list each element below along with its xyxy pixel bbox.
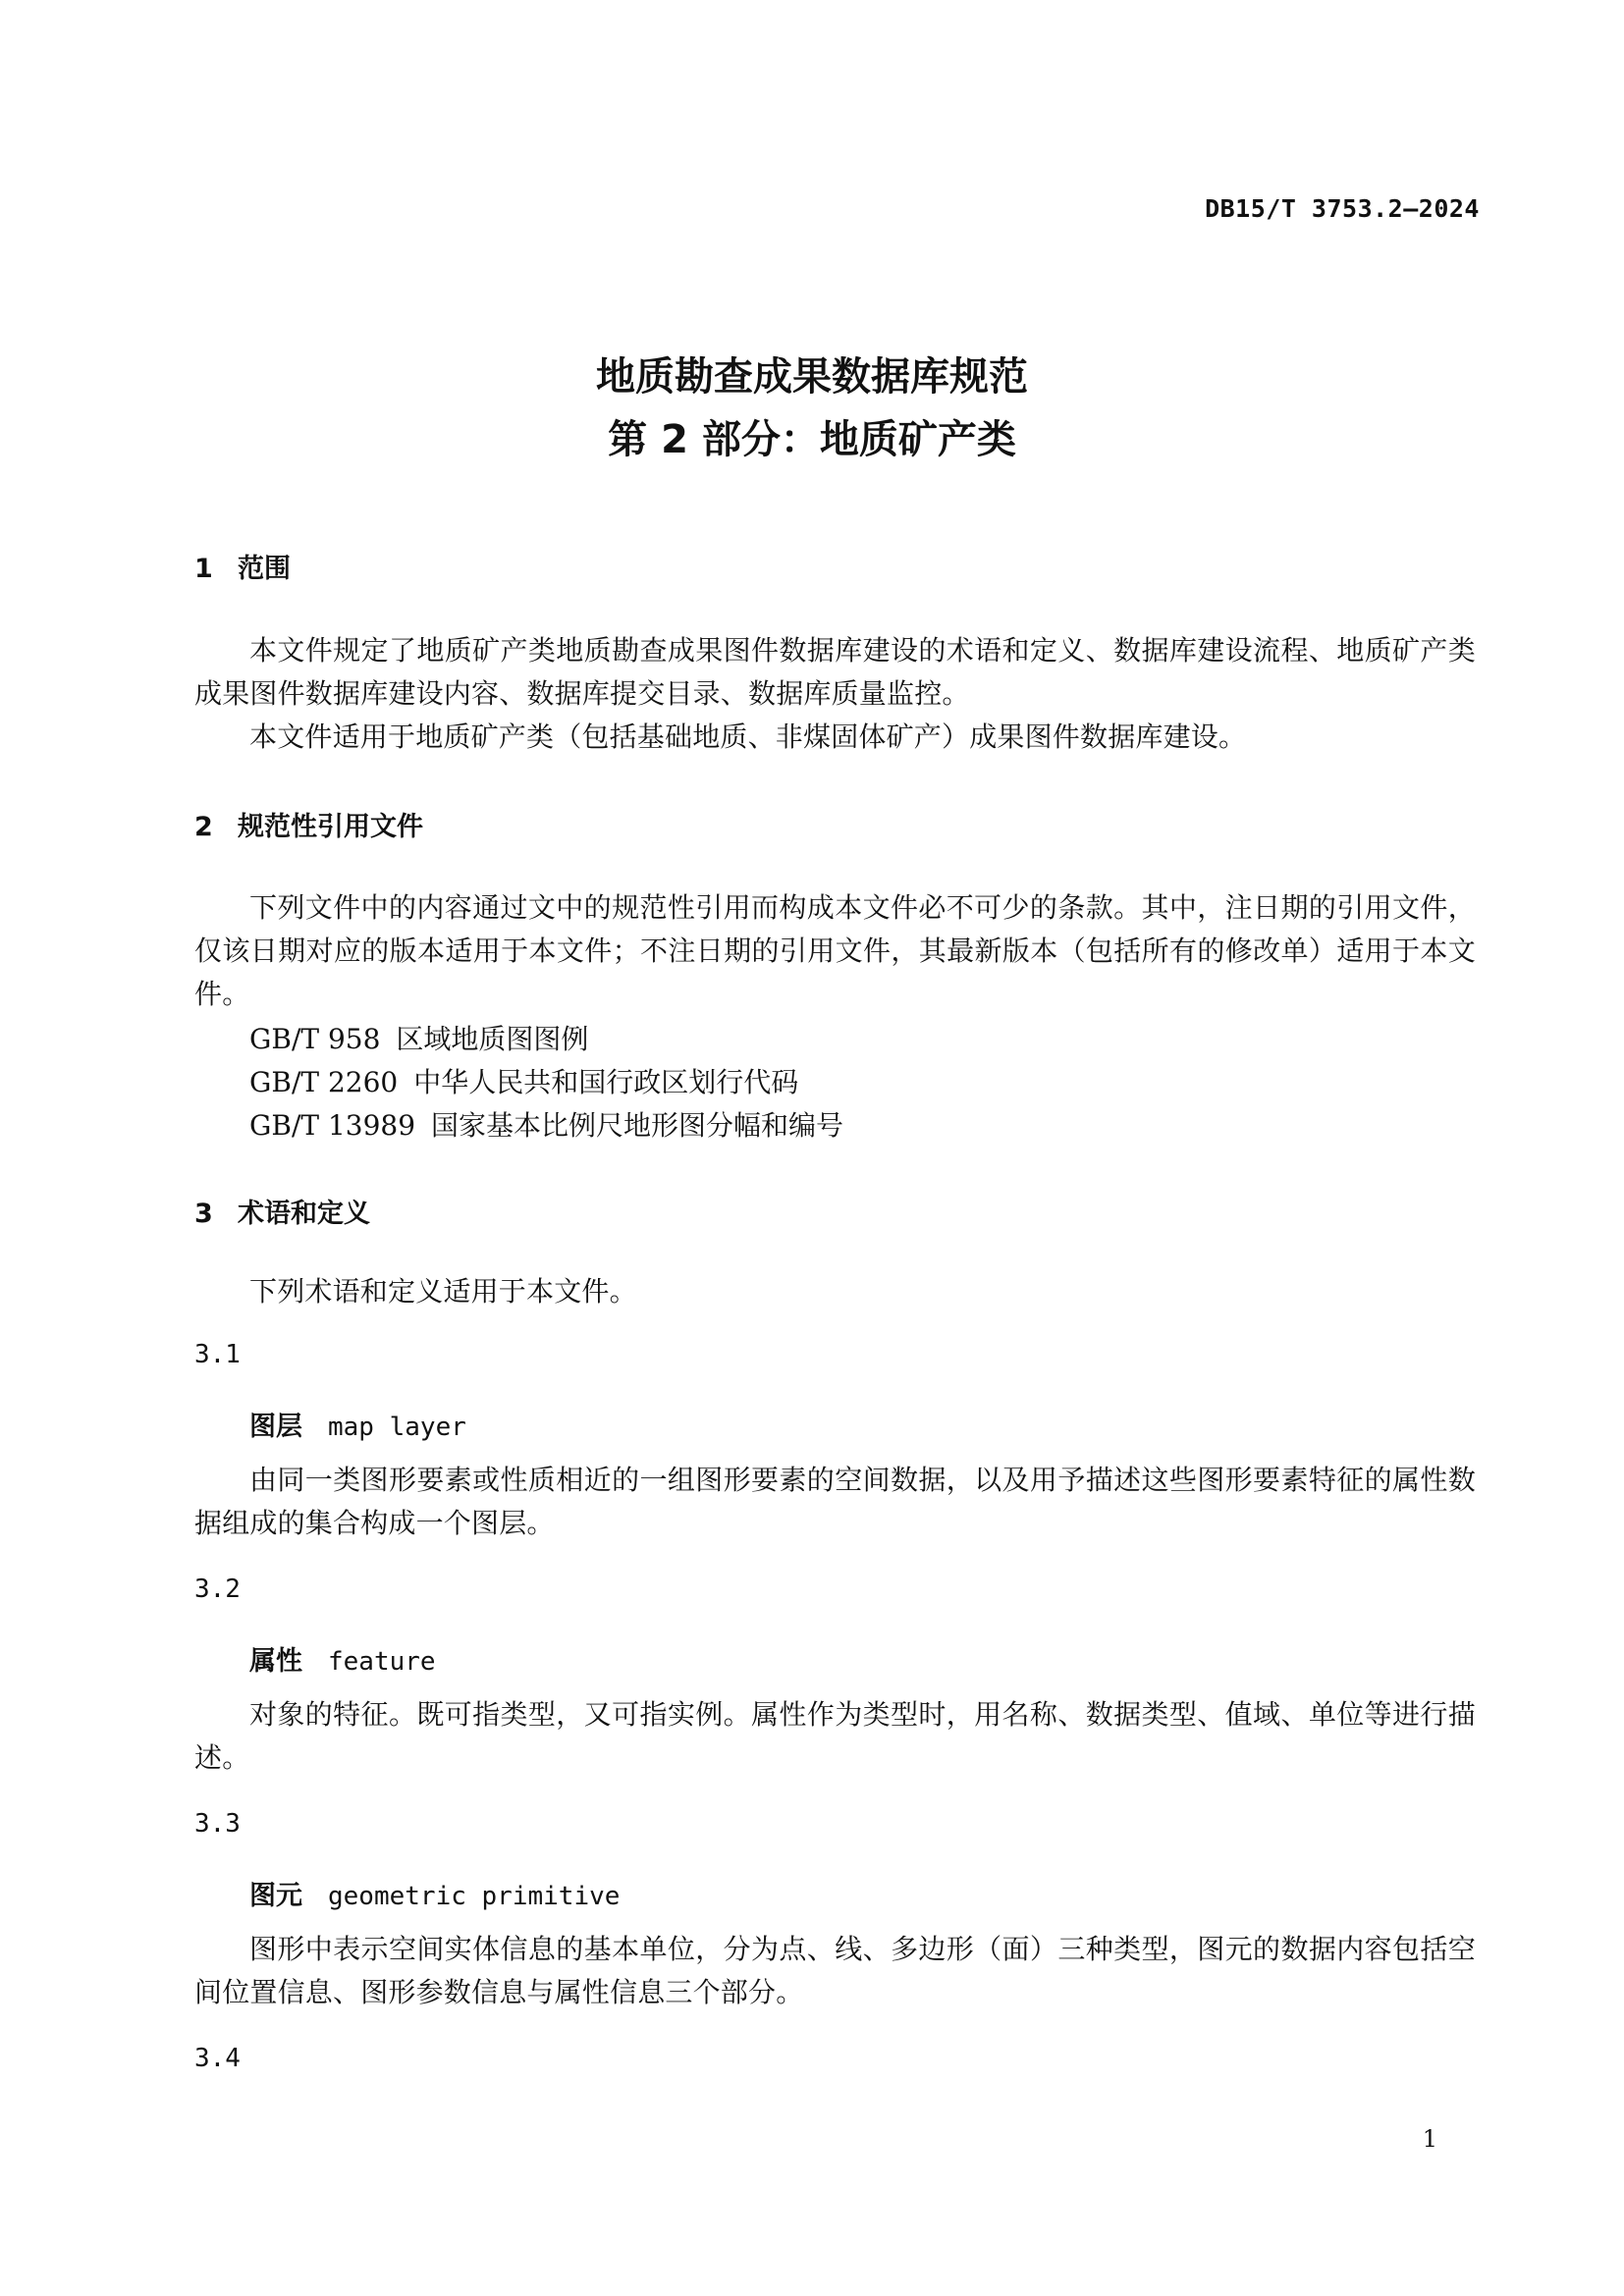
section-heading-normative-references (194, 805, 423, 843)
page-number: 1 (1422, 2125, 1437, 2153)
term-number: 3.4 (194, 2044, 241, 2073)
term-chinese: 图元 (249, 1881, 302, 1911)
reference-code: GB/T 13989 (249, 1109, 416, 1142)
section-heading-terms (194, 1192, 370, 1230)
document-title: 地质勘查成果数据库规范 (596, 354, 1028, 400)
term-english: feature (328, 1647, 436, 1677)
reference-name: 国家基本比例尺地形图分幅和编号 (431, 1109, 844, 1142)
reference-item (249, 1018, 588, 1057)
term-chinese: 属性 (249, 1646, 302, 1677)
document-subtitle: 第 2 部分：地质矿产类 (608, 417, 1016, 462)
term-chinese: 图层 (249, 1412, 302, 1442)
term-definition: 对象的特征。既可指类型，又可指实例。属性作为类型时，用名称、数据类型、值域、单位等进行描述。 (194, 1698, 1476, 1774)
term-heading (249, 1405, 466, 1443)
section-title: 术语和定义 (238, 1199, 370, 1229)
term-heading (249, 1639, 436, 1678)
section-title: 范围 (238, 554, 291, 584)
term-heading (249, 1874, 620, 1912)
references-paragraph: 下列文件中的内容通过文中的规范性引用而构成本文件必不可少的条款。其中，注日期的引用文件，仅该日期对应的版本适用于本文件；不注日期的引用文件，其最新版本（包括所有的修改单）适用于本文件。 (194, 891, 1476, 1010)
reference-code: GB/T 958 (249, 1023, 381, 1055)
scope-paragraph-1: 本文件规定了地质矿产类地质勘查成果图件数据库建设的术语和定义、数据库建设流程、地质矿产类成果图件数据库建设内容、数据库提交目录、数据库质量监控。 (194, 634, 1476, 710)
section-number: 2 (194, 812, 213, 842)
term-number: 3.3 (194, 1809, 241, 1839)
terms-intro: 下列术语和定义适用于本文件。 (249, 1275, 637, 1308)
reference-item (249, 1061, 798, 1100)
reference-name: 中华人民共和国行政区划行代码 (413, 1066, 799, 1098)
section-number: 1 (194, 554, 213, 584)
term-definition: 图形中表示空间实体信息的基本单位，分为点、线、多边形（面）三种类型，图元的数据内容包括空间位置信息、图形参数信息与属性信息三个部分。 (194, 1933, 1476, 2008)
reference-name: 区域地质图图例 (396, 1023, 589, 1055)
term-number: 3.1 (194, 1340, 241, 1369)
section-title: 规范性引用文件 (238, 812, 423, 842)
term-english: geometric primitive (328, 1882, 621, 1911)
reference-item (249, 1104, 843, 1144)
document-code: DB15/T 3753.2—2024 (1205, 194, 1480, 223)
section-heading-scope (194, 547, 291, 585)
term-number: 3.2 (194, 1575, 241, 1604)
scope-paragraph-2: 本文件适用于地质矿产类（包括基础地质、非煤固体矿产）成果图件数据库建设。 (249, 721, 1247, 753)
term-english: map layer (328, 1413, 466, 1442)
term-definition: 由同一类图形要素或性质相近的一组图形要素的空间数据，以及用予描述这些图形要素特征的属性数据组成的集合构成一个图层。 (194, 1464, 1476, 1539)
section-number: 3 (194, 1199, 213, 1229)
reference-code: GB/T 2260 (249, 1066, 399, 1098)
